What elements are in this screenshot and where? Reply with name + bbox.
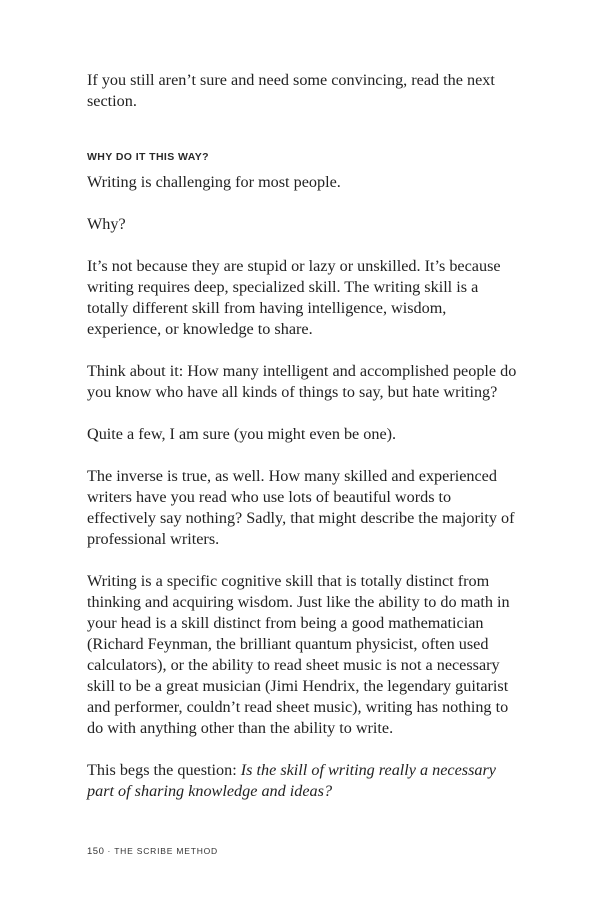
paragraph-quite-a-few: Quite a few, I am sure (you might even be one). xyxy=(87,425,397,443)
paragraph-specialized-skill: It’s not because they are stupid or lazy or unskilled. It’s because writing requires deep, specialized skill. The writing skill is a totally different skill from having intelligence, wisdom, experience, or knowledge to share. xyxy=(87,257,501,338)
page-footer xyxy=(87,846,218,857)
paragraph-inverse: The inverse is true, as well. How many skilled and experienced writers have you read who use lots of beautiful words to effectively say nothing? Sadly, that might describe the majority of professional writers. xyxy=(87,467,515,548)
section-heading: WHY DO IT THIS WAY? xyxy=(87,151,209,163)
question-italic: Is the skill of writing really a necessary part of sharing knowledge and ideas? xyxy=(87,761,496,800)
page-number: 150 xyxy=(87,846,105,857)
question-lead: This begs the question: xyxy=(87,761,241,779)
paragraph-challenging: Writing is challenging for most people. xyxy=(87,173,341,191)
paragraph-think-about-it: Think about it: How many intelligent and accomplished people do you know who have all kinds of things to say, but hate writing? xyxy=(87,362,517,401)
paragraph-question xyxy=(87,760,517,802)
paragraph-cognitive-skill: Writing is a specific cognitive skill that is totally distinct from thinking and acquiring wisdom. Just like the ability to do math in your head is a skill distinct from being a good mathematician (Richard Feynman, the brilliant quantum physicist, often used calculators), or the ability to read sheet music is not a necessary skill to be a great musician (Jimi Hendrix, the legendary guitarist and performer, couldn’t read sheet music), writing has nothing to do with anything other than the ability to write. xyxy=(87,572,510,737)
paragraph-why: Why? xyxy=(87,215,126,233)
book-title: THE SCRIBE METHOD xyxy=(114,846,218,856)
footer-separator: · xyxy=(107,846,112,856)
paragraph-intro: If you still aren’t sure and need some convincing, read the next section. xyxy=(87,71,495,110)
